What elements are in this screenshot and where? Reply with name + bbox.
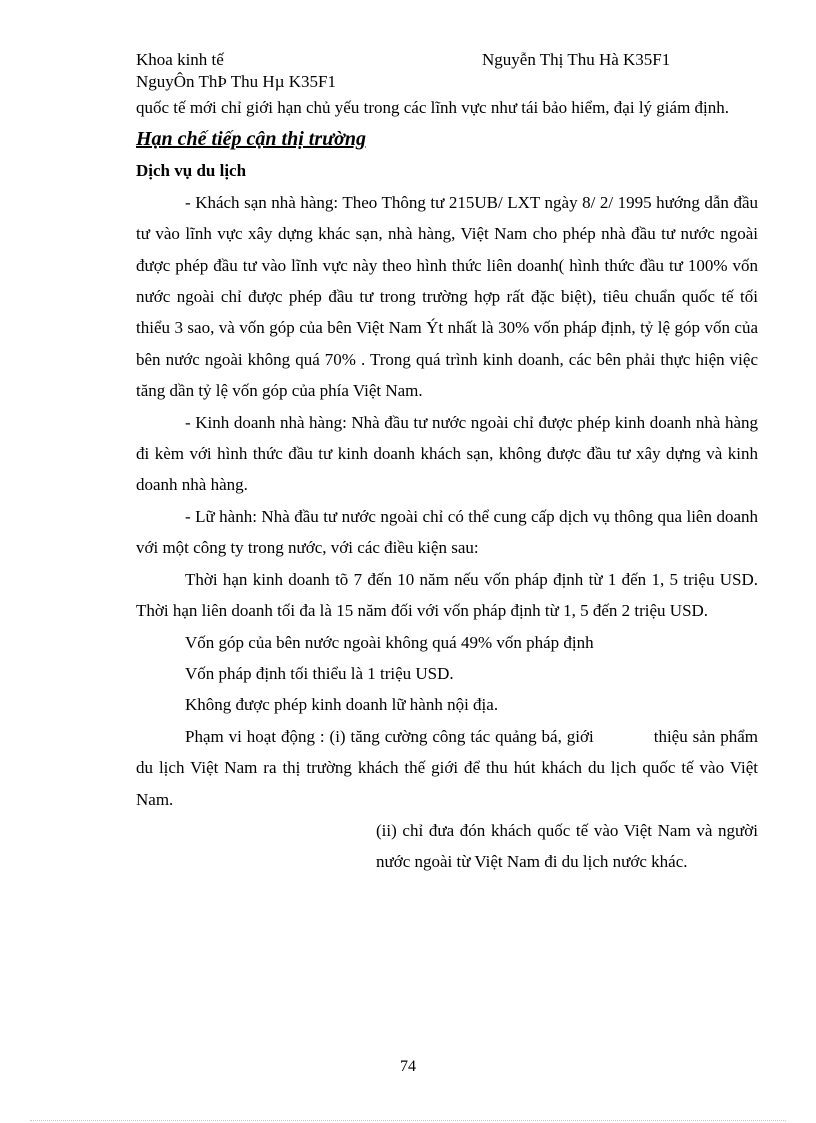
paragraph-kinh-doanh-nha-hang: - Kinh doanh nhà hàng: Nhà đầu tư nước ngoài chỉ được phép kinh doanh nhà hàng đi kèm với hình thức đầu tư kinh doanh khách sạn, không được đầu tư xây dựng và kinh doanh nhà hàng. bbox=[136, 412, 758, 495]
paragraph-khach-san: - Khách sạn nhà hàng: Theo Thông tư 215UB/ LXT ngày 8/ 2/ 1995 hướng dẫn đầu tư vào lĩnh vực xây dựng khác sạn, nhà hàng, Việt Nam cho phép nhà đầu tư nước ngoài được phép đầu tư vào lĩnh vực này theo hình thức liên doanh( hình thức đầu tư 100% vốn nước ngoài chỉ được phép đầu tư trong trường hợp rất đặc biệt), tiêu chuẩn quốc tế tối thiểu 3 sao, và vốn góp của bên Việt Nam Ýt nhất là 30% vốn pháp định, tỷ lệ góp vốn của bên nước ngoài không quá 70% . Trong quá trình kinh doanh, các bên phải thực hiện việc tăng dần tỷ lệ vốn góp của phía Việt Nam. bbox=[136, 192, 758, 401]
line-von-phap-dinh: Vốn pháp định tối thiểu là 1 triệu USD. bbox=[185, 663, 454, 683]
page-bottom-divider bbox=[30, 1120, 786, 1121]
line-von-gop: Vốn góp của bên nước ngoài không quá 49% vốn pháp định bbox=[185, 632, 594, 652]
paragraph-pham-vi bbox=[136, 721, 758, 815]
document-body bbox=[136, 92, 758, 878]
header-author-legacy-encoding: NguyÔn ThÞ Thu Hµ K35F1 bbox=[136, 72, 336, 91]
header-author: Nguyễn Thị Thu Hà K35F1 bbox=[482, 50, 671, 69]
pham-vi-rest: sản phẩm du lịch Việt Nam ra thị trường khách thế giới để thu hút khách du lịch quốc tế vào Việt Nam. bbox=[136, 726, 759, 809]
line-khong-duoc: Không được phép kinh doanh lữ hành nội địa. bbox=[185, 695, 499, 715]
pham-vi-word: thiệu bbox=[653, 726, 688, 746]
section-heading: Hạn chế tiếp cận thị trường bbox=[136, 128, 366, 151]
header-department: Khoa kinh tế bbox=[136, 50, 224, 69]
subheading: Dịch vụ du lịch bbox=[136, 161, 247, 181]
paragraph-ii: (ii) chỉ đưa đón khách quốc tế vào Việt Nam và người nước ngoài từ Việt Nam đi du lịch nước khác. bbox=[376, 820, 758, 872]
paragraph-lu-hanh: - Lữ hành: Nhà đầu tư nước ngoài chỉ có thể cung cấp dịch vụ thông qua liên doanh với một công ty trong nước, với các điều kiện sau: bbox=[136, 506, 758, 558]
paragraph-thoi-han: Thời hạn kinh doanh tõ 7 đến 10 năm nếu vốn pháp định từ 1 đến 1, 5 triệu USD. Thời hạn liên doanh tối đa là 15 năm đối với vốn pháp định từ 1, 5 đến 2 triệu USD. bbox=[136, 569, 758, 621]
page-number: 74 bbox=[400, 1058, 416, 1075]
pham-vi-start: Phạm vi hoạt động : (i) tăng cường công tác quảng bá, giới bbox=[185, 726, 594, 746]
intro-paragraph: quốc tế mới chỉ giới hạn chủ yếu trong các lĩnh vực như tái bảo hiểm, đại lý giám định. bbox=[136, 98, 730, 117]
